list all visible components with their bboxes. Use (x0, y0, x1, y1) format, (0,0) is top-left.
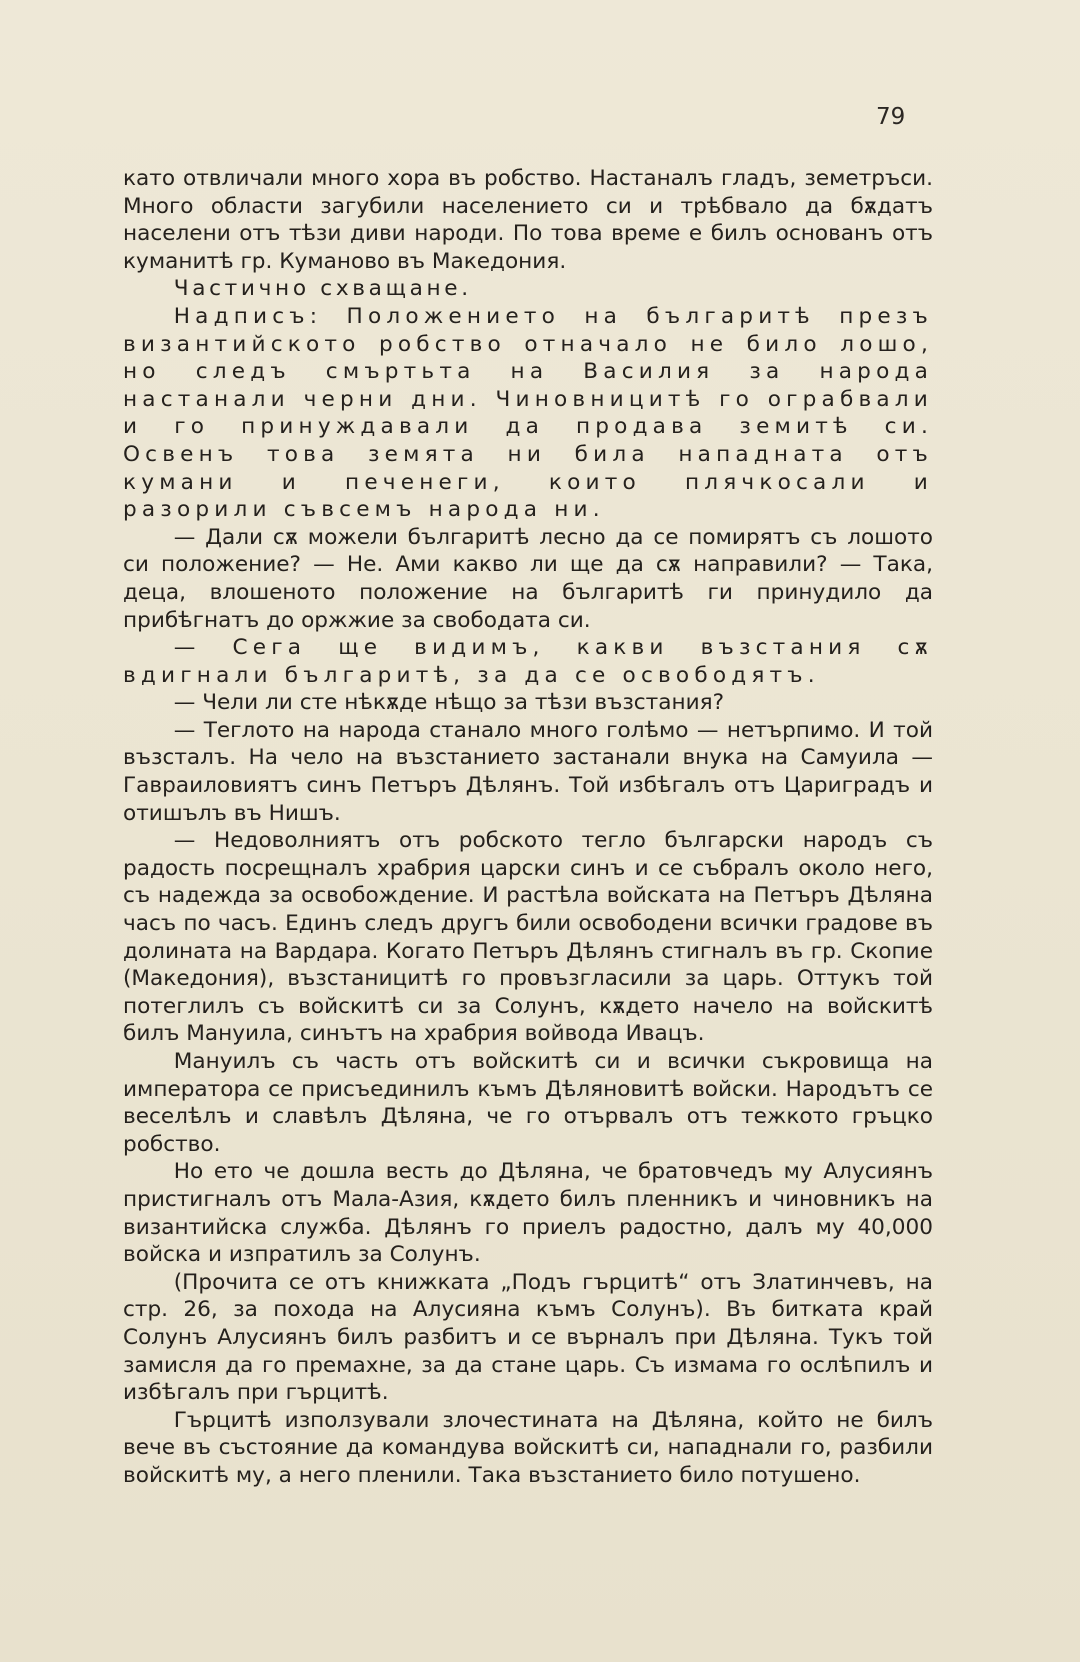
paragraph: — Чели ли сте нѣкѫде нѣщо за тѣзи възстания? (173, 690, 725, 716)
paragraph-label: Частично схващане. (173, 276, 472, 302)
paragraph: Гърцитѣ използували злочестината на Дѣляна, който не билъ вече въ състояние да командува войскитѣ си, нападнали го, разбили войскитѣ му, а него пленили. Така възстанието било потушено. (123, 1407, 933, 1488)
paragraph-emphasis: — Сега ще видимъ, какви възстания сѫ вдигнали българитѣ, за да се освободятъ. (123, 635, 933, 688)
paragraph: Мануилъ съ часть отъ войскитѣ си и всички съкровища на императора се присъединилъ къмъ Дѣляновитѣ войски. Народътъ се веселѣлъ и славѣлъ Дѣляна, че го отървалъ отъ тежкото гръцко робство. (123, 1049, 933, 1157)
paragraph: (Прочита се отъ книжката „Подъ гърцитѣ“ отъ Златинчевъ, на стр. 26, за похода на Алусияна къмъ Солунъ). Въ битката край Солунъ Алусиянъ билъ разбитъ и се върналъ при Дѣляна. Тукъ той замисля да го премахне, за да стане царь. Съ измама го ослѣпилъ и избѣгалъ при гърцитѣ. (123, 1269, 933, 1406)
paragraph: — Дали сѫ можели българитѣ лесно да се помирятъ съ лошото си положение? — Не. Ами какво ли ще да сѫ направили? — Така, деца, влошеното положение на българитѣ ги принудило да прибѣгнатъ до оржжие за свободата си. (123, 524, 933, 633)
paragraph: — Недоволниятъ отъ робското тегло български народъ съ радость посрещналъ храбрия царски синъ и се събралъ около него, съ надежда за освобождение. И растѣла войската на Петъръ Дѣляна часъ по часъ. Единъ следъ другъ били освободени всички градове въ долината на Вардара. Когато Петъръ Дѣлянъ стигналъ въ гр. Скопие (Македония), възстаницитѣ го провъзгласили за царь. Оттукъ той потеглилъ съ войскитѣ си за Солунъ, кѫдето начело на войскитѣ билъ Мануила, синътъ на храбрия войвода Ивацъ. (123, 828, 933, 1047)
paragraph: — Теглото на народа станало много голѣмо — нетърпимо. И той възсталъ. На чело на възстанието застанали внука на Самуила — Гавраиловиятъ синъ Петъръ Дѣлянъ. Той избѣгалъ отъ Цариградъ и отишълъ въ Нишъ. (123, 717, 933, 826)
paragraph-inscription: Надписъ: Положението на българитѣ презъ византийското робство отначало не било лошо, но следъ смъртьта на Василия за народа настанали черни дни. Чиновницитѣ го ограбвали и го принуждавали да продава земитѣ си. Освенъ това земята ни била нападната отъ кумани и печенеги, които плячкосали и разорили съвсемъ народа ни. (123, 303, 933, 523)
paragraph: Но ето че дошла весть до Дѣляна, че братовчедъ му Алусиянъ пристигналъ отъ Мала-Азия, кѫдето билъ пленникъ и чиновникъ на византийска служба. Дѣлянъ го приелъ радостно, далъ му 40,000 войска и изпратилъ за Солунъ. (123, 1159, 933, 1268)
body-text (123, 165, 933, 1490)
paragraph: като отвличали много хора въ робство. Настаналъ гладъ, земетръси. Много области загубили населението си и трѣбвало да бѫдатъ населени отъ тѣзи диви народи. По това време е билъ основанъ отъ куманитѣ гр. Куманово въ Македония. (123, 166, 933, 274)
page-number: 79 (876, 104, 906, 130)
